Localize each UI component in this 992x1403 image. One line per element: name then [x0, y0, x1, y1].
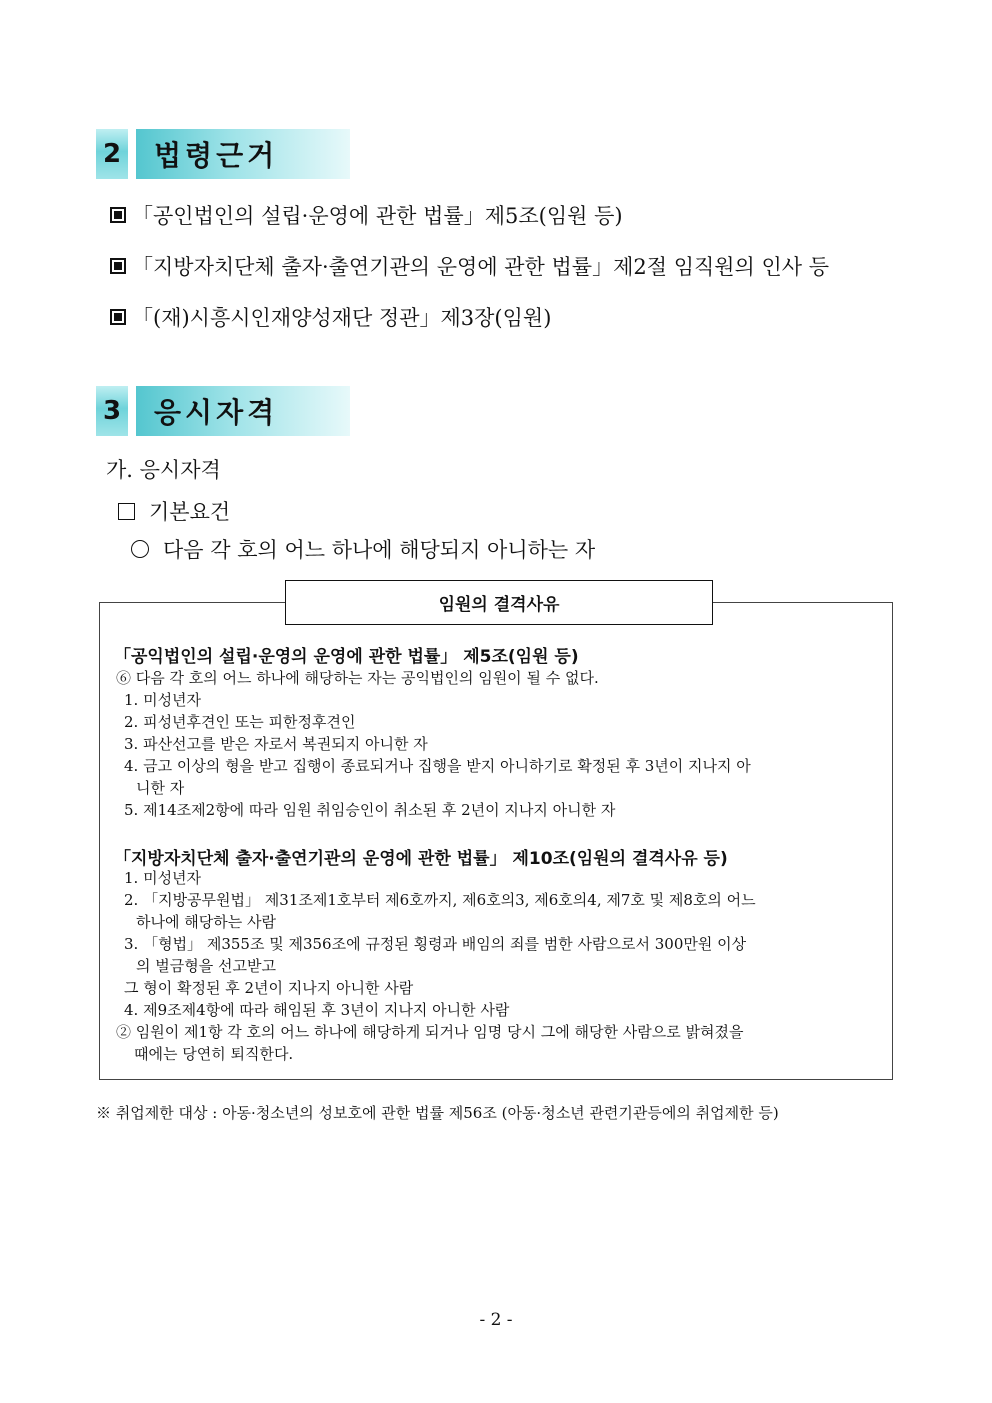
subsection-heading: 가. 응시자격	[106, 458, 221, 482]
condition-line	[131, 534, 595, 564]
law2-line: 하나에 해당하는 사람	[136, 913, 276, 931]
law-reference-text: 「공인법인의 설립·운영에 관한 법률」제5조(임원 등)	[132, 204, 623, 228]
law2-line: 그 형이 확정된 후 2년이 지나지 아니한 사람	[124, 979, 414, 997]
circle-bullet-icon	[131, 540, 149, 558]
law2-line: 3. 「형법」 제355조 및 제356조에 규정된 횡령과 배임의 죄를 범한 사람으로서 300만원 이상	[124, 935, 747, 953]
law-reference-text: 「(재)시흥시인재양성재단 정관」제3장(임원)	[132, 306, 552, 330]
law1-line: 니한 자	[136, 779, 185, 797]
section-3-title: 응시자격	[136, 386, 350, 436]
empty-square-bullet-icon	[118, 503, 135, 520]
filled-square-bullet-icon	[110, 207, 126, 223]
section-3-header	[96, 386, 350, 436]
employment-restriction-note: ※ 취업제한 대상 : 아동·청소년의 성보호에 관한 법률 제56조 (아동·청소년 관련기관등에의 취업제한 등)	[96, 1104, 779, 1122]
law1-heading: 「공익법인의 설립·운영의 운영에 관한 법률」 제5조(임원 등)	[114, 647, 579, 667]
section-3-number: 3	[96, 386, 132, 436]
filled-square-bullet-icon	[110, 309, 126, 325]
law-reference-text: 「지방자치단체 출자·출연기관의 운영에 관한 법률」제2절 임직원의 인사 등	[132, 255, 830, 279]
basic-requirement-line	[118, 496, 230, 526]
law2-line: ② 임원이 제1항 각 호의 어느 하나에 해당하게 되거나 임명 당시 그에 해당한 사람으로 밝혀졌을	[116, 1023, 744, 1041]
law2-line: 때에는 당연히 퇴직한다.	[134, 1045, 294, 1063]
law-reference-2	[110, 251, 829, 281]
page-number: - 2 -	[479, 1310, 513, 1330]
filled-square-bullet-icon	[110, 258, 126, 274]
law1-line: 5. 제14조제2항에 따라 임원 취임승인이 취소된 후 2년이 지나지 아니한 자	[124, 801, 616, 819]
law1-line: ⑥ 다음 각 호의 어느 하나에 해당하는 자는 공익법인의 임원이 될 수 없다.	[116, 669, 599, 687]
law2-line: 2. 「지방공무원법」 제31조제1호부터 제6호까지, 제6호의3, 제6호의4, 제7호 및 제8호의 어느	[124, 891, 756, 909]
section-2-title: 법령근거	[136, 129, 350, 179]
condition-text: 다음 각 호의 어느 하나에 해당되지 아니하는 자	[163, 538, 596, 562]
law-reference-3	[110, 302, 551, 332]
law2-line: 1. 미성년자	[124, 869, 202, 887]
law2-line: 4. 제9조제4항에 따라 해임된 후 3년이 지나지 아니한 사람	[124, 1001, 510, 1019]
section-2-header	[96, 129, 350, 179]
law1-line: 3. 파산선고를 받은 자로서 복권되지 아니한 자	[124, 735, 428, 753]
disqualification-box-title: 임원의 결격사유	[285, 580, 713, 625]
law-reference-1	[110, 200, 623, 230]
law2-line: 의 벌금형을 선고받고	[136, 957, 276, 975]
section-2-number: 2	[96, 129, 132, 179]
basic-requirement-text: 기본요건	[149, 500, 231, 524]
law2-heading: 「지방자치단체 출자·출연기관의 운영에 관한 법률」 제10조(임원의 결격사유 등)	[114, 849, 728, 869]
law1-line: 2. 피성년후견인 또는 피한정후견인	[124, 713, 356, 731]
law1-line: 1. 미성년자	[124, 691, 202, 709]
law1-line: 4. 금고 이상의 형을 받고 집행이 종료되거나 집행을 받지 아니하기로 확정된 후 3년이 지나지 아	[124, 757, 751, 775]
